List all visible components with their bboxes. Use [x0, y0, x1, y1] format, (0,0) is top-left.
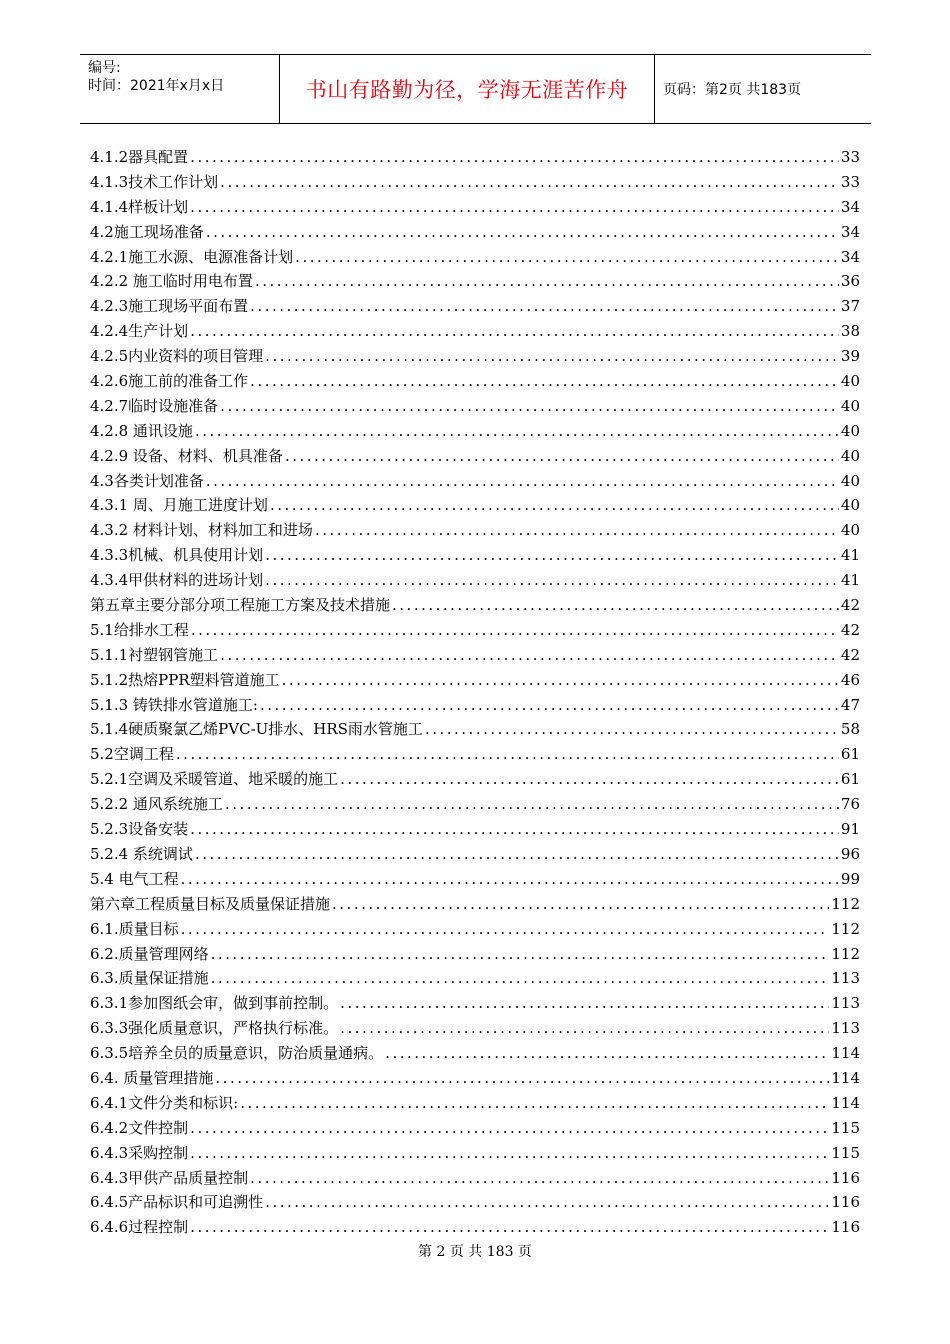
toc-entry[interactable]	[90, 370, 860, 395]
toc-entry-title: 4.2.4生产计划	[90, 322, 189, 341]
toc-entry[interactable]	[90, 619, 860, 644]
toc-entry-title: 4.2.2 施工临时用电布置	[90, 272, 253, 291]
toc-entry-title: 5.4 电气工程	[90, 869, 179, 888]
toc-entry-page: 99	[840, 869, 860, 888]
toc-entry[interactable]	[90, 1042, 860, 1067]
toc-entry-page: 115	[831, 1143, 860, 1162]
toc-entry-title: 6.4.1文件分类和标识:	[90, 1093, 239, 1112]
toc-entry-title: 5.2.3设备安装	[90, 820, 189, 839]
toc-entry[interactable]	[90, 345, 860, 370]
toc-entry[interactable]	[90, 893, 860, 918]
toc-entry-page: 37	[840, 297, 860, 316]
toc-entry-title: 4.1.3技术工作计划	[90, 172, 219, 191]
toc-entry-page: 112	[831, 944, 860, 963]
toc-entry-page: 113	[831, 994, 860, 1013]
toc-leader-dots	[190, 1218, 829, 1236]
table-of-contents	[90, 146, 860, 1241]
toc-entry-title: 4.2.7临时设施准备	[90, 396, 219, 415]
toc-entry[interactable]	[90, 992, 860, 1017]
toc-entry[interactable]	[90, 1167, 860, 1192]
toc-entry[interactable]	[90, 868, 860, 893]
toc-entry[interactable]	[90, 967, 860, 992]
toc-entry-title: 4.2.6施工前的准备工作	[90, 372, 249, 391]
toc-leader-dots	[282, 671, 839, 689]
toc-leader-dots	[220, 173, 839, 191]
toc-entry[interactable]	[90, 146, 860, 171]
toc-entry-page: 46	[840, 670, 860, 689]
toc-entry-page: 61	[840, 770, 860, 789]
toc-entry[interactable]	[90, 1017, 860, 1042]
toc-leader-dots	[190, 820, 839, 838]
toc-entry-page: 116	[831, 1218, 860, 1237]
toc-entry-title: 6.1.质量目标	[90, 919, 179, 938]
toc-leader-dots	[315, 521, 839, 539]
toc-leader-dots	[340, 1019, 829, 1037]
toc-entry[interactable]	[90, 594, 860, 619]
toc-entry-title: 4.2.3施工现场平面布置	[90, 297, 249, 316]
toc-entry-title: 6.3.1参加图纸会审，做到事前控制。	[90, 994, 339, 1013]
toc-entry[interactable]	[90, 320, 860, 345]
toc-entry[interactable]	[90, 221, 860, 246]
toc-entry[interactable]	[90, 171, 860, 196]
toc-leader-dots	[211, 969, 830, 987]
toc-leader-dots	[195, 845, 839, 863]
toc-entry-title: 6.4.6过程控制	[90, 1218, 189, 1237]
toc-entry-page: 42	[840, 596, 860, 615]
toc-entry[interactable]	[90, 445, 860, 470]
toc-entry-page: 112	[831, 919, 860, 938]
toc-entry-page: 40	[840, 372, 860, 391]
toc-leader-dots	[255, 272, 839, 290]
toc-entry-title: 6.3.质量保证措施	[90, 969, 209, 988]
toc-entry-page: 34	[840, 222, 860, 241]
toc-entry[interactable]	[90, 1117, 860, 1142]
toc-leader-dots	[425, 720, 839, 738]
toc-leader-dots	[191, 621, 839, 639]
toc-entry-page: 36	[840, 272, 860, 291]
toc-entry-page: 114	[831, 1068, 860, 1087]
toc-leader-dots	[250, 297, 839, 315]
toc-entry-title: 第六章工程质量目标及质量保证措施	[90, 894, 331, 913]
toc-leader-dots	[206, 223, 839, 241]
toc-leader-dots	[240, 1094, 829, 1112]
toc-entry[interactable]	[90, 644, 860, 669]
toc-entry[interactable]	[90, 793, 860, 818]
toc-entry[interactable]	[90, 494, 860, 519]
toc-entry-title: 4.2.5内业资料的项目管理	[90, 347, 264, 366]
toc-entry-title: 4.2.1施工水源、电源准备计划	[90, 247, 294, 266]
toc-entry[interactable]	[90, 569, 860, 594]
toc-entry-page: 33	[840, 172, 860, 191]
toc-entry-page: 41	[840, 546, 860, 565]
toc-entry[interactable]	[90, 768, 860, 793]
toc-leader-dots	[270, 496, 839, 514]
toc-entry-page: 116	[831, 1193, 860, 1212]
toc-entry[interactable]	[90, 519, 860, 544]
document-number-label: 编号:	[88, 60, 121, 76]
toc-leader-dots	[176, 745, 839, 763]
toc-entry-page: 40	[840, 496, 860, 515]
toc-entry-title: 6.4.3采购控制	[90, 1143, 189, 1162]
toc-entry-page: 115	[831, 1118, 860, 1137]
toc-entry-page: 114	[831, 1093, 860, 1112]
toc-entry-page: 116	[831, 1168, 860, 1187]
toc-entry-title: 6.4.5产品标识和可追溯性	[90, 1193, 264, 1212]
toc-entry-title: 4.2.9 设备、材料、机具准备	[90, 446, 283, 465]
toc-entry-page: 113	[831, 969, 860, 988]
toc-entry[interactable]	[90, 196, 860, 221]
toc-entry-page: 40	[840, 421, 860, 440]
page-header	[80, 54, 871, 124]
toc-entry-page: 38	[840, 322, 860, 341]
toc-entry-page: 41	[840, 571, 860, 590]
toc-entry-title: 4.2施工现场准备	[90, 222, 204, 241]
toc-entry-title: 4.3.2 材料计划、材料加工和进场	[90, 521, 313, 540]
toc-entry-page: 96	[840, 844, 860, 863]
toc-entry-page: 33	[840, 148, 860, 166]
toc-entry-title: 4.3.1 周、月施工进度计划	[90, 496, 268, 515]
toc-entry[interactable]	[90, 395, 860, 420]
toc-leader-dots	[265, 347, 839, 365]
toc-leader-dots	[190, 198, 839, 216]
toc-entry-title: 5.2.4 系统调试	[90, 844, 193, 863]
toc-entry-title: 4.3各类计划准备	[90, 471, 204, 490]
toc-leader-dots	[211, 945, 830, 963]
toc-entry-title: 6.3.5培养全员的质量意识，防治质量通病。	[90, 1044, 384, 1063]
toc-entry[interactable]	[90, 718, 860, 743]
toc-entry[interactable]	[90, 818, 860, 843]
toc-leader-dots	[190, 322, 839, 340]
toc-entry-title: 6.2.质量管理网络	[90, 944, 209, 963]
toc-entry[interactable]	[90, 1191, 860, 1216]
toc-entry[interactable]	[90, 1216, 860, 1241]
toc-leader-dots	[265, 1193, 829, 1211]
toc-leader-dots	[260, 696, 839, 714]
toc-entry-page: 47	[840, 695, 860, 714]
toc-entry-title: 6.4. 质量管理措施	[90, 1068, 214, 1087]
toc-leader-dots	[265, 546, 839, 564]
toc-entry-title: 5.1.4硬质聚氯乙烯PVC-U排水、HRS雨水管施工	[90, 720, 423, 739]
toc-entry-title: 5.1.2热熔PPR塑料管道施工	[90, 670, 280, 689]
toc-leader-dots	[340, 994, 829, 1012]
toc-leader-dots	[215, 1069, 829, 1087]
toc-leader-dots	[195, 422, 839, 440]
toc-entry-title: 5.1.3 铸铁排水管道施工:	[90, 695, 258, 714]
toc-entry[interactable]	[90, 694, 860, 719]
toc-entry-title: 第五章主要分部分项工程施工方案及技术措施	[90, 596, 391, 615]
toc-entry-page: 42	[840, 620, 860, 639]
toc-leader-dots	[385, 1044, 829, 1062]
toc-entry[interactable]	[90, 270, 860, 295]
toc-leader-dots	[295, 248, 839, 266]
toc-entry-page: 112	[831, 894, 860, 913]
toc-entry[interactable]	[90, 943, 860, 968]
toc-entry-page: 40	[840, 396, 860, 415]
toc-entry-title: 5.2.1空调及采暖管道、地采暖的施工	[90, 770, 339, 789]
toc-entry[interactable]	[90, 544, 860, 569]
toc-entry[interactable]	[90, 420, 860, 445]
toc-entry-title: 6.4.3甲供产品质量控制	[90, 1168, 249, 1187]
toc-entry-title: 4.3.4甲供材料的进场计划	[90, 571, 264, 590]
toc-entry[interactable]	[90, 295, 860, 320]
toc-entry-title: 5.2.2 通风系统施工	[90, 795, 223, 814]
toc-entry-title: 5.1.1衬塑钢管施工	[90, 645, 219, 664]
header-slogan: 书山有路勤为径，学海无涯苦作舟	[280, 55, 655, 123]
toc-leader-dots	[190, 1119, 829, 1137]
toc-entry[interactable]	[90, 918, 860, 943]
toc-leader-dots	[190, 1144, 829, 1162]
toc-entry[interactable]	[90, 1142, 860, 1167]
toc-entry[interactable]	[90, 1092, 860, 1117]
toc-entry-title: 4.1.4样板计划	[90, 197, 189, 216]
document-time: 时间：2021年x月x日	[88, 78, 225, 94]
toc-entry-title: 6.3.3强化质量意识，严格执行标准。	[90, 1019, 339, 1038]
toc-entry-page: 34	[840, 197, 860, 216]
toc-entry-title: 4.3.3机械、机具使用计划	[90, 546, 264, 565]
toc-leader-dots	[220, 646, 839, 664]
header-page-info: 页码：第2页 共183页	[663, 82, 802, 98]
toc-leader-dots	[206, 472, 839, 490]
toc-leader-dots	[332, 895, 829, 913]
toc-entry-page: 91	[840, 820, 860, 839]
page-footer: 第 2 页 共 183 页	[418, 1244, 532, 1260]
toc-leader-dots	[285, 447, 839, 465]
toc-leader-dots	[225, 795, 839, 813]
toc-leader-dots	[220, 397, 839, 415]
toc-entry-page: 61	[840, 745, 860, 764]
toc-leader-dots	[392, 596, 839, 614]
header-meta	[80, 55, 280, 123]
toc-entry-page: 40	[840, 521, 860, 540]
toc-entry-title: 4.1.2器具配置	[90, 148, 189, 166]
toc-entry-page: 40	[840, 471, 860, 490]
toc-leader-dots	[340, 770, 839, 788]
toc-entry-page: 34	[840, 247, 860, 266]
toc-entry-page: 58	[840, 720, 860, 739]
toc-entry-page: 39	[840, 347, 860, 366]
toc-entry-page: 113	[831, 1019, 860, 1038]
toc-entry-title: 5.1给排水工程	[90, 620, 189, 639]
toc-leader-dots	[190, 148, 839, 166]
toc-entry-page: 114	[831, 1044, 860, 1063]
toc-entry-page: 76	[840, 795, 860, 814]
toc-leader-dots	[250, 372, 839, 390]
toc-entry[interactable]	[90, 743, 860, 768]
toc-entry[interactable]	[90, 1067, 860, 1092]
toc-entry[interactable]	[90, 669, 860, 694]
toc-entry-title: 6.4.2文件控制	[90, 1118, 189, 1137]
toc-entry-page: 40	[840, 446, 860, 465]
toc-entry-title: 4.2.8 通讯设施	[90, 421, 193, 440]
toc-entry[interactable]	[90, 246, 860, 271]
toc-entry[interactable]	[90, 843, 860, 868]
toc-leader-dots	[250, 1169, 829, 1187]
toc-leader-dots	[181, 870, 839, 888]
toc-leader-dots	[265, 571, 839, 589]
toc-entry[interactable]	[90, 470, 860, 495]
toc-leader-dots	[181, 920, 830, 938]
toc-entry-title: 5.2空调工程	[90, 745, 174, 764]
toc-entry-page: 42	[840, 645, 860, 664]
